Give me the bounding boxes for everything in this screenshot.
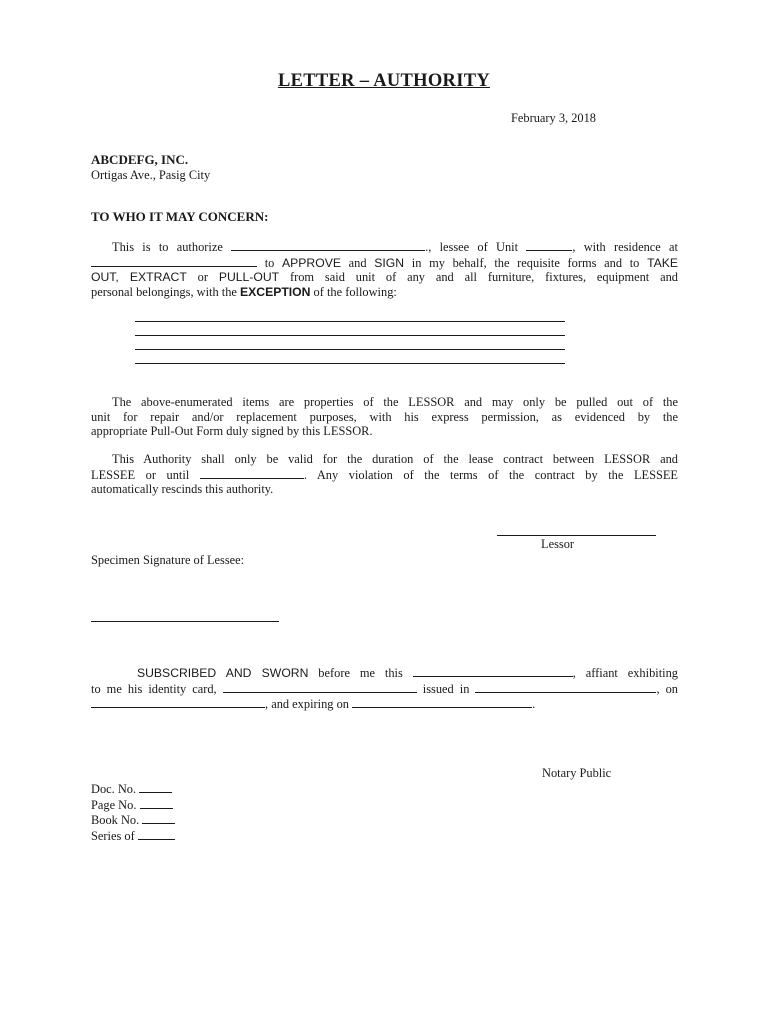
doc-field: [91, 797, 175, 813]
series-of-blank: [138, 828, 175, 840]
p4-text: to me his identity card,: [91, 681, 217, 696]
p4-line-2: [91, 681, 678, 697]
p1-text: or: [186, 270, 219, 284]
p4-text: SUBSCRIBED AND SWORN: [137, 666, 309, 680]
p1-text: APPROVE: [282, 255, 341, 270]
expiry-date-blank: [352, 696, 532, 708]
doc-no-blank: [139, 781, 172, 793]
lessor-signature-line: [497, 535, 656, 536]
p1-text: of the following:: [310, 284, 397, 299]
book-no-blank: [142, 812, 175, 824]
identity-card-blank: [223, 681, 417, 693]
page-title: LETTER – AUTHORITY: [277, 71, 491, 91]
p1-text: in my behalf, the requisite forms and to: [404, 255, 648, 270]
doc-field: [91, 828, 175, 844]
company-name: ABCDEFG, INC.: [91, 152, 189, 167]
p3-line-1: [91, 452, 678, 467]
p1-line-2: [91, 255, 678, 271]
lessee-signature-line: [91, 621, 279, 622]
page-no-blank: [140, 797, 173, 809]
doc-field-label: Page No.: [91, 797, 137, 812]
issued-in-blank: [475, 681, 656, 693]
notary-public-label: Notary Public: [542, 766, 612, 780]
p1-text: from said unit of any and all furniture, fixtures, equipment and: [279, 270, 678, 284]
lessor-label: Lessor: [541, 537, 575, 551]
doc-field-label: Series of: [91, 828, 135, 843]
p3-text: This Authority shall only be valid for the duration of the lease contract between LESSOR and: [112, 452, 678, 466]
p1-text: personal belongings, with the: [91, 284, 241, 299]
p3-line-2: [91, 467, 678, 483]
p4-text: issued in: [422, 681, 470, 696]
salutation: TO WHO IT MAY CONCERN:: [91, 209, 269, 224]
items-paragraph: [91, 395, 678, 439]
specimen-signature-label: Specimen Signature of Lessee:: [91, 553, 245, 567]
p2-line-1: [91, 395, 678, 410]
p4-line-3: [91, 696, 678, 712]
issued-on-blank: [91, 696, 265, 708]
exception-line: [135, 321, 565, 322]
p3-text: LESSEE or until: [91, 467, 190, 482]
doc-field: [91, 781, 175, 797]
p1-text: , with residence at: [572, 240, 678, 254]
company-address: Ortigas Ave., Pasig City: [91, 168, 211, 182]
p3-line-3: automatically rescinds this authority.: [91, 482, 274, 496]
exception-label: EXCEPTION: [240, 284, 311, 299]
p1-text: This is to authorize: [112, 240, 223, 254]
unit-number-blank: [526, 239, 572, 251]
exception-line: [135, 335, 565, 336]
p1-line-1: [91, 239, 678, 255]
p4-line-1: [91, 665, 678, 681]
doc-field-label: Book No.: [91, 813, 140, 827]
p2-text: The above-enumerated items are properties of the LESSOR and may only be pulled out of the: [112, 395, 678, 409]
authorization-paragraph: [91, 239, 678, 299]
p2-line-3: appropriate Pull-Out Form duly signed by this LESSOR.: [91, 424, 373, 438]
exception-line: [135, 349, 565, 350]
p1-text: to: [264, 255, 283, 270]
p4-text: , affiant exhibiting: [572, 666, 678, 680]
p1-line-3: [91, 270, 678, 285]
residence-blank: [91, 255, 257, 267]
p1-text: PULL-OUT: [218, 270, 280, 284]
p1-text: and: [340, 255, 375, 270]
exception-line: [135, 363, 565, 364]
p3-text: . Any violation of the terms of the contract by the LESSEE: [303, 467, 678, 482]
letter-date: February 3, 2018: [511, 111, 596, 125]
p4-text: before me this: [308, 666, 403, 680]
p4-text: .: [532, 697, 536, 711]
p1-text: TAKE: [647, 255, 678, 270]
sworn-date-blank: [413, 665, 573, 677]
p1-text: SIGN: [374, 255, 405, 270]
jurat-paragraph: [91, 665, 678, 712]
doc-field: [91, 812, 175, 828]
p4-text: , on: [656, 681, 678, 696]
valid-until-blank: [200, 467, 304, 479]
validity-paragraph: [91, 452, 678, 497]
notarial-register: [91, 781, 175, 843]
p1-line-4: [91, 285, 678, 300]
doc-field-label: Doc. No.: [91, 782, 137, 796]
p1-text: OUT, EXTRACT: [91, 270, 187, 284]
p1-text: ., lessee of Unit: [425, 240, 519, 254]
p2-line-2: unit for repair and/or replacement purposes, with his express permission, as evidenced by the: [91, 409, 678, 424]
authorized-person-blank: [231, 239, 425, 251]
p4-text: , and expiring on: [265, 697, 349, 711]
